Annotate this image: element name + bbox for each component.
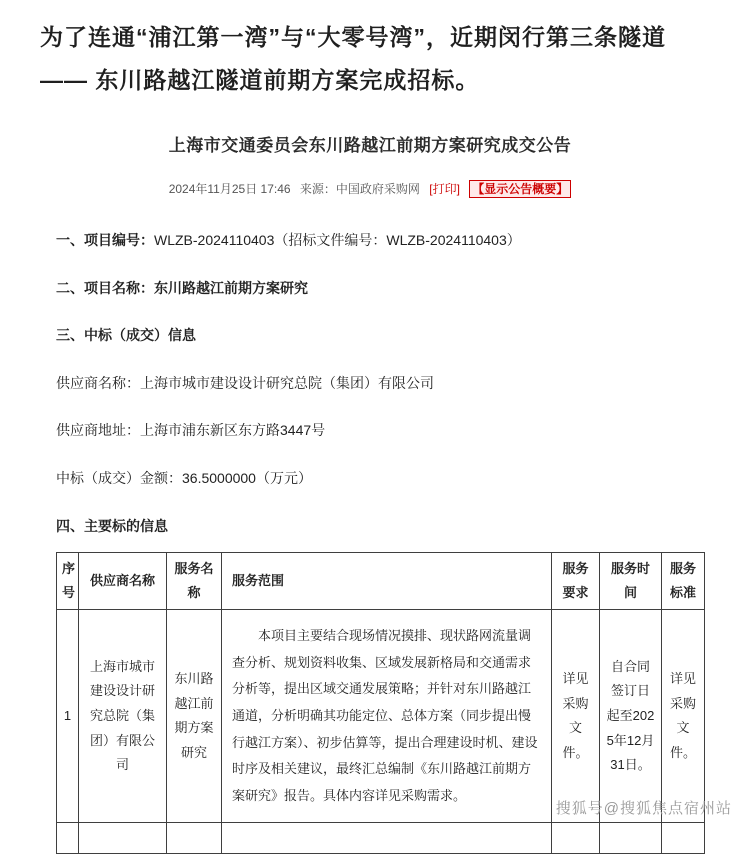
announcement-body xyxy=(0,197,740,536)
announcement-title: 上海市交通委员会东川路越江前期方案研究成交公告 xyxy=(168,136,572,156)
project-name-line xyxy=(56,279,704,299)
project-number-label: 一、项目编号： xyxy=(56,232,154,249)
header-service-time: 服务时间 xyxy=(600,553,662,610)
empty-cell xyxy=(57,823,79,854)
header-service-name: 服务名称 xyxy=(167,553,222,610)
empty-cell xyxy=(552,823,600,854)
project-number-line xyxy=(56,231,704,251)
table-empty-row xyxy=(57,823,705,854)
table-row xyxy=(57,610,705,823)
header-service-standard: 服务标准 xyxy=(662,553,705,610)
announcement-meta xyxy=(0,180,740,197)
cell-service-name: 东川路越江前期方案研究 xyxy=(167,610,222,823)
supplier-address-line: 供应商地址：上海市浦东新区东方路3447号 xyxy=(56,422,326,439)
project-name-label: 二、项目名称： xyxy=(56,279,154,296)
print-link[interactable]: [打印] xyxy=(429,182,460,197)
empty-cell xyxy=(600,823,662,854)
watermark: 搜狐号@搜狐焦点宿州站 xyxy=(555,800,732,817)
empty-cell xyxy=(79,823,167,854)
main-subject-heading: 四、主要标的信息 xyxy=(56,517,168,534)
header-seq: 序号 xyxy=(57,553,79,610)
empty-cell xyxy=(662,823,705,854)
header-service-scope: 服务范围 xyxy=(222,553,552,610)
cell-service-standard: 详见采购文件。 xyxy=(662,610,705,823)
cell-seq: 1 xyxy=(57,610,79,823)
award-info-heading: 三、中标（成交）信息 xyxy=(56,327,196,344)
empty-cell xyxy=(222,823,552,854)
award-amount-line: 中标（成交）金额：36.5000000（万元） xyxy=(56,470,312,487)
supplier-name-line: 供应商名称：上海市城市建设设计研究总院（集团）有限公司 xyxy=(56,374,434,391)
empty-cell xyxy=(167,823,222,854)
header-supplier: 供应商名称 xyxy=(79,553,167,610)
cell-supplier: 上海市城市建设设计研究总院（集团）有限公司 xyxy=(79,610,167,823)
meta-source: 来源：中国政府采购网 xyxy=(299,182,420,197)
cell-service-time: 自合同签订日起至2025年12月31日。 xyxy=(600,610,662,823)
header-service-requirement: 服务要求 xyxy=(552,553,600,610)
show-summary-link[interactable]: 【显示公告概要】 xyxy=(469,180,571,198)
cell-service-scope: 本项目主要结合现场情况摸排、现状路网流量调查分析、规划资料收集、区域发展新格局和交通需求分析等，提出区域交通发展策略；并针对东川路越江通道，分析明确其功能定位、总体方案（同步提出慢行越江方案）、初步估算等，提出合理建设时机、建设时序及相关建议，最终汇总编制《东川路越江前期方案研究》报告。具体内容详见采购需求。 xyxy=(222,610,552,823)
project-name-value: 东川路越江前期方案研究 xyxy=(154,279,308,296)
project-number-value: WLZB-2024110403（招标文件编号：WLZB-2024110403） xyxy=(154,232,521,249)
table-header-row xyxy=(57,553,705,610)
cell-service-requirement: 详见采购文件。 xyxy=(552,610,600,823)
article-intro: 为了连通“浦江第一湾”与“大零号湾”，近期闵行第三条隧道 —— 东川路越江隧道前期方案完成招标。 xyxy=(40,24,666,93)
meta-datetime: 2024年11月25日 17:46 xyxy=(168,182,291,197)
